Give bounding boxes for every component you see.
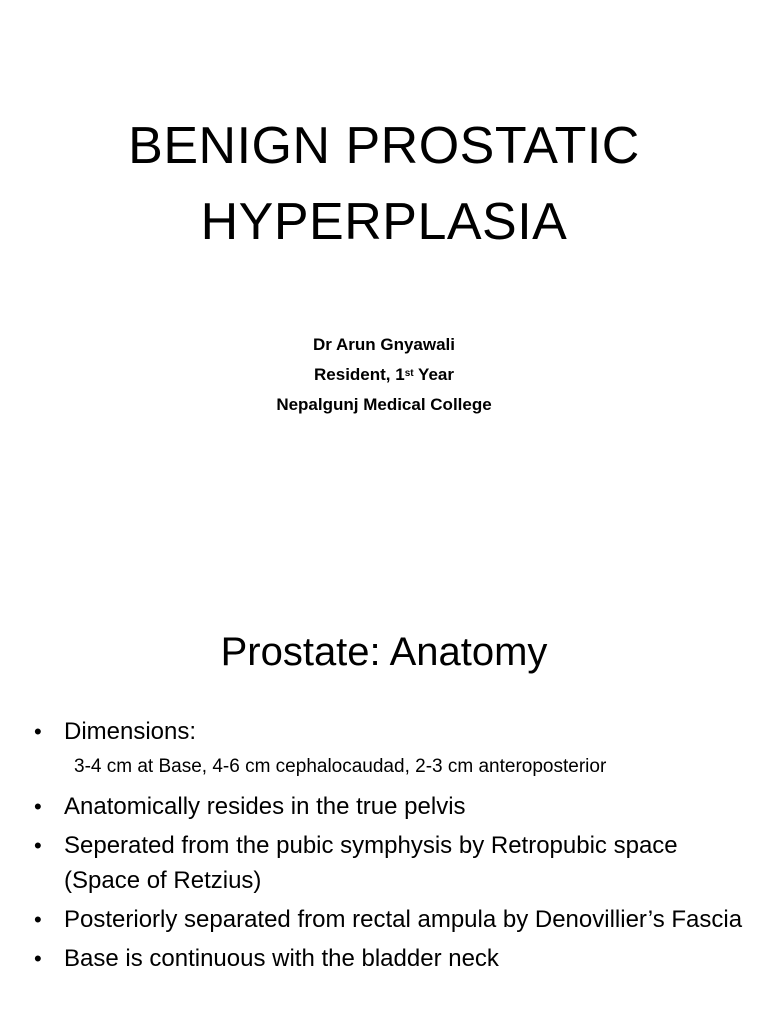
bullet-item [0,714,768,749]
author-role [0,360,768,390]
title-line-1: BENIGN PROSTATIC [128,117,640,175]
bullet-item [0,902,768,937]
author-name: Dr Arun Gnyawali [312,335,455,354]
bullet-list [0,714,768,980]
bullet-item [0,828,768,898]
role-prefix: Resident, 1 [314,365,405,384]
bullet-icon: • [34,833,42,858]
bullet-text: Posteriorly separated from rectal ampula by Denovillier’s Fascia [64,906,743,933]
bullet-icon: • [34,946,42,971]
bullet-item [0,941,768,976]
bullet-text: Dimensions: [64,718,197,745]
anatomy-slide [0,576,768,1024]
bullet-icon: • [34,907,42,932]
bullet-text: Base is continuous with the bladder neck [64,945,499,972]
author-block [0,330,768,420]
bullet-text: Anatomically resides in the true pelvis [64,793,466,820]
sub-bullet-text: 3-4 cm at Base, 4-6 cm cephalocaudad, 2-3 cm anteroposterior [74,756,607,777]
slide-title [0,108,768,260]
author-institution: Nepalgunj Medical College [276,395,492,414]
slide-title: Prostate: Anatomy [220,630,548,674]
bullet-text: Seperated from the pubic symphysis by Retropubic space (Space of Retzius) [64,832,678,894]
role-suffix: Year [413,365,454,384]
title-line-2: HYPERPLASIA [200,193,568,251]
role-ordinal: st [404,368,414,379]
bullet-icon: • [34,794,42,819]
bullet-item [0,789,768,824]
bullet-icon: • [34,719,42,744]
